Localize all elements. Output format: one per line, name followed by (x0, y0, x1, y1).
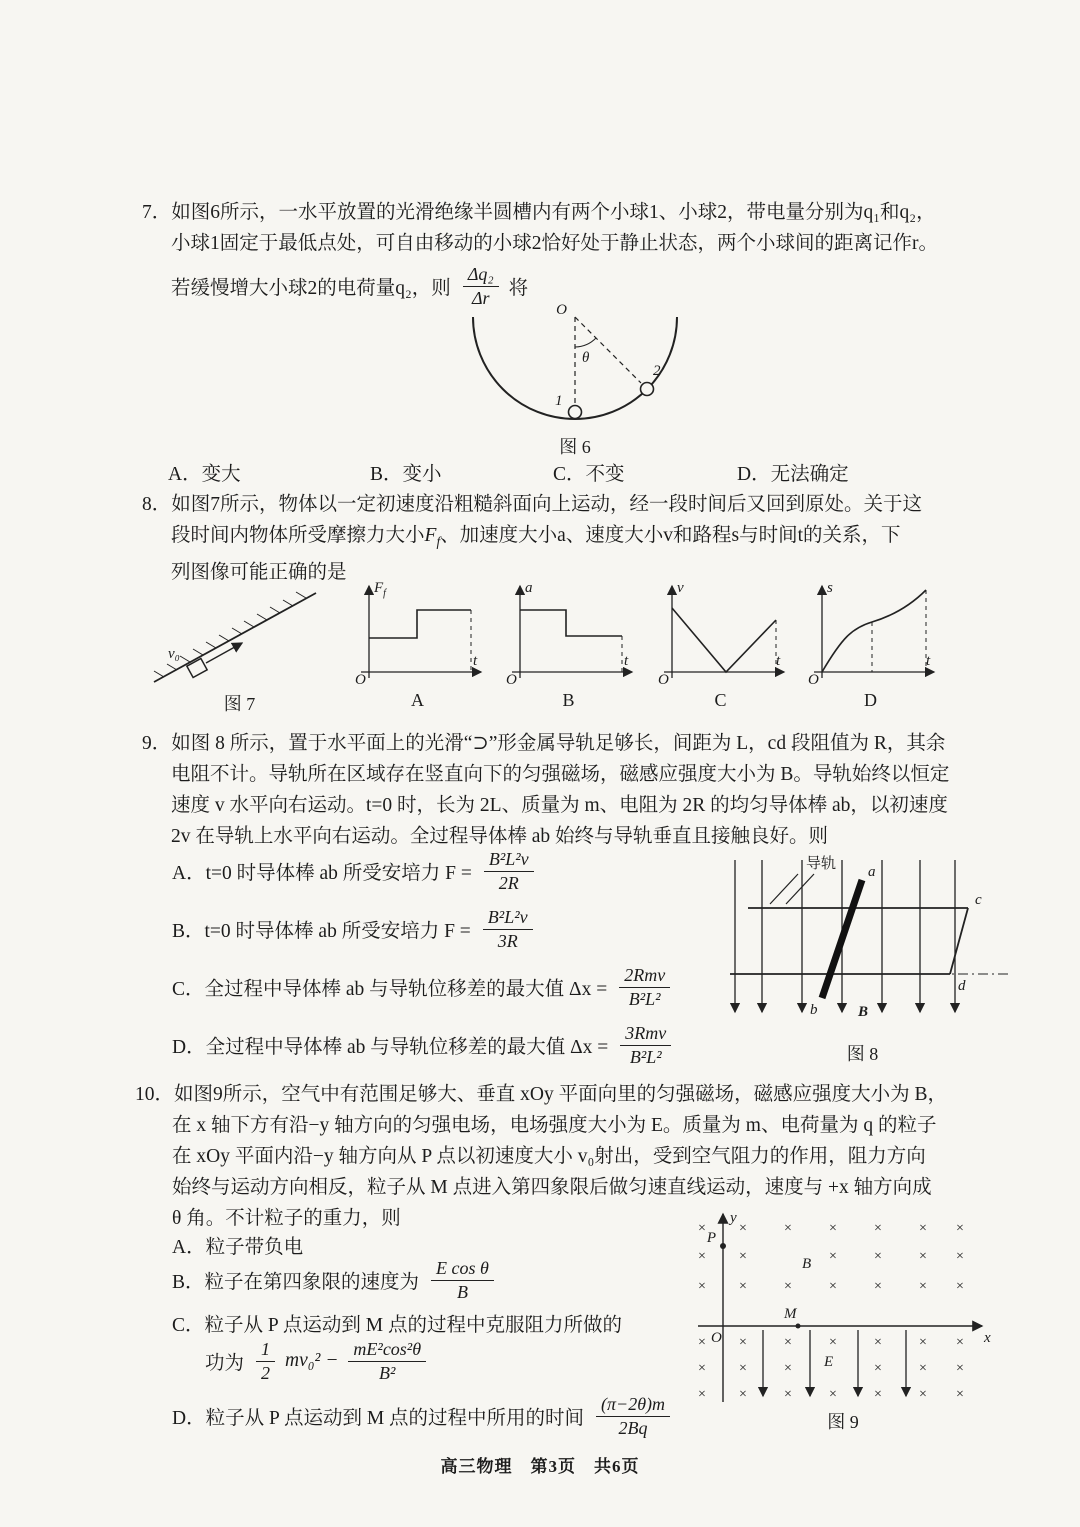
field-into-page-icon: × (874, 1279, 882, 1294)
figure-7-caption: 图 7 (223, 694, 256, 714)
ball-2-label: 2 (653, 363, 661, 379)
option-c-text: 功为 (205, 1353, 245, 1374)
incline-hatching (154, 592, 306, 677)
y-axis-label (827, 580, 833, 596)
x-axis-label: t (624, 653, 629, 669)
field-into-page-icon: × (829, 1221, 837, 1236)
y-axis-label (525, 580, 533, 596)
field-into-page-icon: × (956, 1335, 964, 1350)
curve (672, 608, 776, 672)
question-7-line-3-pre: 若缓慢增大小球2的电荷量q₂，则 (171, 278, 451, 299)
question-9-option-c (172, 961, 674, 1013)
question-10-option-b (172, 1254, 498, 1306)
fraction-denominator: 2Bq (618, 1417, 648, 1438)
rail-label: 导轨 (806, 856, 837, 872)
center-o-label: O (556, 303, 567, 318)
question-9-line-3: 速度 v 水平向右运动。t=0 时，长为 2L、质量为 m、电阻为 2R 的均匀导体棒 ab，以初速度 (171, 795, 948, 816)
question-10-line-5: θ 角。不计粒子的重力，则 (172, 1208, 401, 1229)
field-into-page-icon: × (919, 1279, 927, 1294)
question-10-option-c-line-2 (205, 1334, 430, 1388)
field-into-page-icon: × (698, 1249, 706, 1264)
field-into-page-icon: × (784, 1387, 792, 1402)
rail-end-c-label: c (975, 892, 982, 908)
fraction-numerator: B²L²v (483, 907, 533, 930)
question-9-option-b (172, 903, 537, 955)
field-into-page-icon: × (698, 1361, 706, 1376)
field-into-page-icon: × (919, 1249, 927, 1264)
field-into-page-icon: × (784, 1335, 792, 1350)
point-p-dot (720, 1243, 726, 1249)
graph-a-caption: A (411, 690, 424, 710)
question-9-option-d (172, 1019, 675, 1071)
field-into-page-icon: × (698, 1335, 706, 1350)
fraction-numerator: 3Rmv (620, 1023, 671, 1046)
graph-b (496, 576, 641, 711)
origin-label: O (658, 672, 669, 688)
fraction-denominator: B² (379, 1362, 396, 1383)
option-c-mid-term: mv₀² − (285, 1350, 339, 1371)
field-into-page-icon: × (874, 1361, 882, 1376)
fraction-denominator: B²L² (629, 1046, 662, 1067)
question-9-line-4: 2v 在导轨上水平向右运动。全过程导体棒 ab 始终与导轨垂直且接触良好。则 (171, 826, 829, 847)
question-7-line-3-post: 将 (508, 278, 529, 299)
graph-d-caption: D (864, 690, 877, 710)
origin-label: O (506, 672, 517, 688)
question-7-line-2: 小球1固定于最低点处，可自由移动的小球2恰好处于静止状态，两个小球间的距离记作r。 (171, 233, 938, 254)
question-7-options (142, 458, 1002, 488)
field-into-page-icon: × (919, 1387, 927, 1402)
angle-arc (575, 338, 596, 347)
field-into-page-icon: × (829, 1335, 837, 1350)
y-axis-label-sub: f (383, 588, 386, 599)
page-footer: 高三物理 第3页 共6页 (440, 1457, 640, 1476)
fraction-numerator: (π−2θ)m (596, 1394, 670, 1417)
option-a-text: A．t=0 时导体棒 ab 所受安培力 F = (172, 863, 472, 884)
question-10-option-a: A．粒子带负电 (172, 1237, 304, 1258)
point-m-dot (796, 1324, 801, 1329)
field-into-page-icon: × (874, 1221, 882, 1236)
fraction-denominator: B (456, 1281, 468, 1302)
question-7 (142, 197, 1002, 259)
y-axis-label-main: s (827, 580, 833, 596)
option-d-text: D．粒子从 P 点运动到 M 点的过程中所用的时间 (172, 1408, 585, 1429)
field-e-label: E (824, 1354, 834, 1370)
question-9-option-a (172, 845, 538, 897)
field-into-page-icon: × (829, 1387, 837, 1402)
figure-9-caption: 图 9 (827, 1412, 859, 1432)
fraction-denominator: 2R (498, 872, 519, 893)
rail-pointer-line-1 (770, 874, 798, 904)
option-a-fraction (484, 849, 534, 893)
option-b-text: B．粒子在第四象限的速度为 (172, 1272, 420, 1293)
field-into-page-icon: × (698, 1221, 706, 1236)
field-into-page-icon: × (739, 1387, 747, 1402)
rod-end-b-label: b (810, 1002, 818, 1018)
origin-label: O (808, 672, 819, 688)
fraction-denominator: 2 (261, 1362, 271, 1383)
v0-label: v₀ (168, 646, 180, 662)
rail-end-d-label: d (958, 978, 966, 994)
incline-surface (154, 593, 316, 682)
graph-d-plot (798, 576, 943, 688)
magnetic-field-crosses (698, 1221, 964, 1402)
field-into-page-icon: × (956, 1249, 964, 1264)
x-axis-label: t (473, 653, 478, 669)
fraction-numerator: mE²cos²θ (348, 1339, 426, 1362)
graph-b-caption: B (562, 690, 575, 710)
y-axis-label-main: F (374, 580, 384, 596)
field-into-page-icon: × (956, 1221, 964, 1236)
question-10-option-c-line-1: C．粒子从 P 点运动到 M 点的过程中克服阻力所做的 (172, 1315, 622, 1336)
fraction-numerator: E cos θ (431, 1258, 494, 1281)
question-8-line-2-pre: 段时间内物体所受摩擦力大小 (171, 525, 425, 546)
option-c-half-fraction (256, 1339, 275, 1383)
graph-a (345, 576, 490, 711)
field-b-label: B (802, 1256, 812, 1272)
fraction-dq2-dr (463, 264, 499, 308)
question-8-line-2 (142, 520, 1022, 557)
graph-c-plot (648, 576, 793, 688)
y-axis-label-main: a (525, 580, 533, 596)
field-into-page-icon: × (919, 1361, 927, 1376)
fraction-denominator: Δr (471, 287, 490, 308)
initial-velocity-arrow (206, 643, 242, 663)
curve (822, 590, 926, 672)
question-8-line-1: 8．如图7所示，物体以一定初速度沿粗糙斜面向上运动，经一段时间后又回到原处。关于这 (142, 494, 923, 515)
field-into-page-icon: × (829, 1279, 837, 1294)
friction-symbol-sub: f (436, 533, 441, 549)
field-into-page-icon: × (698, 1279, 706, 1294)
field-into-page-icon: × (739, 1249, 747, 1264)
field-into-page-icon: × (739, 1279, 747, 1294)
graph-b-plot (496, 576, 641, 688)
figure-6-caption: 图 6 (559, 437, 591, 457)
question-7-option-d: D．无法确定 (737, 464, 849, 485)
friction-symbol (424, 525, 441, 549)
field-into-page-icon: × (739, 1221, 747, 1236)
option-d-fraction (620, 1023, 671, 1067)
field-into-page-icon: × (874, 1249, 882, 1264)
option-c-fraction (619, 965, 670, 1009)
field-into-page-icon: × (698, 1387, 706, 1402)
graph-c-caption: C (714, 690, 727, 710)
question-7-line-1: 7．如图6所示，一水平放置的光滑绝缘半圆槽内有两个小球1、小球2，带电量分别为q₁和q₂， (142, 202, 936, 223)
friction-symbol-main: F (424, 525, 437, 546)
field-into-page-icon: × (784, 1361, 792, 1376)
question-10-option-d (172, 1390, 674, 1442)
option-b-text: B．t=0 时导体棒 ab 所受安培力 F = (172, 921, 471, 942)
question-7-option-c: C．不变 (553, 464, 625, 485)
field-b-label: B (858, 1004, 869, 1020)
question-10-line-2: 在 x 轴下方有沿−y 轴方向的匀强电场，电场强度大小为 E。质量为 m、电荷量为 q 的粒子 (172, 1115, 937, 1136)
ball-1-label: 1 (555, 393, 563, 409)
y-axis-label: y (730, 1210, 737, 1226)
x-axis-label: t (776, 653, 781, 669)
ball-1 (569, 406, 582, 419)
figure-9 (688, 1206, 998, 1434)
fraction-numerator: 1 (256, 1339, 275, 1362)
option-d-fraction (596, 1394, 670, 1438)
fraction-numerator: Δq₂ (463, 264, 499, 287)
question-9-line-2: 电阻不计。导轨所在区域存在竖直向下的匀强磁场，磁感应强度大小为 B。导轨始终以恒定 (171, 764, 950, 785)
y-axis-label (373, 580, 387, 599)
y-axis-label-main: v (677, 580, 684, 596)
graph-a-plot (345, 576, 490, 688)
point-p-label: P (706, 1230, 716, 1246)
theta-label: θ (582, 350, 590, 366)
graph-d (798, 576, 943, 711)
curve (369, 610, 471, 638)
question-7-option-b: B．变小 (370, 464, 442, 485)
field-into-page-icon: × (956, 1361, 964, 1376)
field-into-page-icon: × (956, 1279, 964, 1294)
origin-label: O (355, 672, 366, 688)
question-8 (142, 489, 1022, 588)
question-9 (142, 728, 1022, 852)
field-into-page-icon: × (739, 1361, 747, 1376)
semicircular-groove (473, 317, 677, 419)
question-7-option-a: A．变大 (168, 464, 241, 485)
option-c-fraction (348, 1339, 426, 1383)
figure-8-diagram (710, 850, 1015, 1038)
option-b-fraction (483, 907, 533, 951)
figure-7-incline (142, 578, 337, 716)
field-into-page-icon: × (784, 1221, 792, 1236)
field-into-page-icon: × (956, 1387, 964, 1402)
fraction-numerator: 2Rmv (619, 965, 670, 988)
question-8-line-2-post: 、加速度大小a、速度大小v和路程s与时间t的关系，下 (440, 525, 901, 546)
field-into-page-icon: × (919, 1221, 927, 1236)
figure-9-diagram (688, 1206, 998, 1406)
field-into-page-icon: × (829, 1249, 837, 1264)
question-10-line-4: 始终与运动方向相反，粒子从 M 点进入第四象限后做匀速直线运动，速度与 +x 轴方向成 (172, 1177, 932, 1198)
point-m-label: M (784, 1306, 797, 1322)
field-into-page-icon: × (784, 1279, 792, 1294)
field-into-page-icon: × (874, 1335, 882, 1350)
option-b-fraction (431, 1258, 494, 1302)
fraction-numerator: B²L²v (484, 849, 534, 872)
field-into-page-icon: × (739, 1335, 747, 1350)
origin-label: O (711, 1330, 722, 1346)
rod-end-a-label: a (868, 864, 876, 880)
x-axis-label: x (984, 1330, 991, 1346)
fraction-denominator: 3R (497, 930, 518, 951)
field-into-page-icon: × (919, 1335, 927, 1350)
question-8-line-3: 列图像可能正确的是 (171, 561, 347, 583)
question-10-line-3: 在 xOy 平面内沿−y 轴方向从 P 点以初速度大小 v₀射出，受到空气阻力的作用，阻力方向 (172, 1146, 926, 1167)
incline-diagram (142, 578, 337, 688)
question-10-line-1: 10．如图9所示，空气中有范围足够大、垂直 xOy 平面向里的匀强磁场，磁感应强度大小为 B， (135, 1084, 947, 1105)
cd-segment (950, 908, 968, 974)
option-d-text: D．全过程中导体棒 ab 与导轨位移差的最大值 Δx = (172, 1037, 609, 1058)
question-9-line-1: 9．如图 8 所示，置于水平面上的光滑“⊃”形金属导轨足够长，间距为 L，cd 段阻值为 R，其余 (142, 733, 946, 754)
option-c-text: C．全过程中导体棒 ab 与导轨位移差的最大值 Δx = (172, 979, 608, 1000)
curve (520, 610, 622, 636)
figure-6 (455, 303, 695, 459)
figure-8 (710, 850, 1015, 1066)
rail-pointer-line-2 (786, 874, 814, 904)
x-axis-label: t (926, 653, 931, 669)
figure-6-diagram (455, 303, 695, 431)
field-into-page-icon: × (874, 1387, 882, 1402)
figure-8-caption: 图 8 (846, 1044, 879, 1064)
ball-2 (641, 383, 654, 396)
fraction-denominator: B²L² (628, 988, 661, 1009)
y-axis-label (677, 580, 684, 596)
graph-c (648, 576, 793, 711)
